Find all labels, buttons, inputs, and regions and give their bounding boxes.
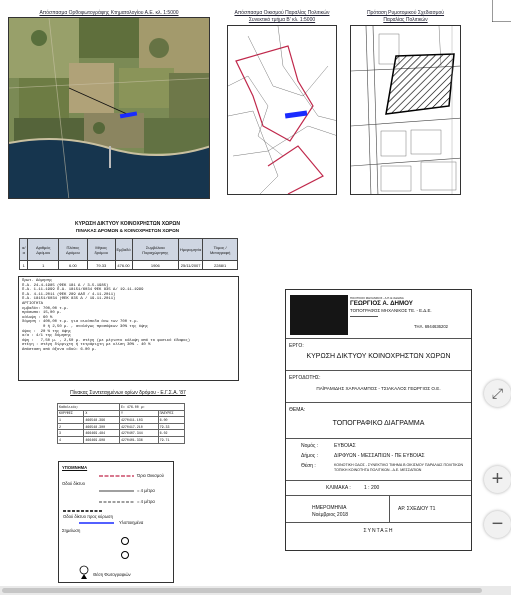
divider [286,522,471,523]
drawing-number: ΑΡ. ΣΧΕΔΙΟΥ Τ1 [398,506,436,512]
table-row [58,436,185,443]
circle-symbol-1 [121,537,129,545]
coords-col: Υ [119,410,158,417]
table-cell: 466548.396 [84,417,120,424]
table-cell: 1 [28,261,58,270]
terms-line: Π.Δ. 24-4-1985 (ΦΕΚ 181 Δ / 3-5-1985) [22,283,109,288]
legend-item: Υλοποιημένα [119,520,144,525]
table-row [58,430,185,437]
table-row [58,417,185,424]
scale-label: ΚΛΙΜΑΚΑ : [326,485,351,491]
table-cell: 4 [58,436,84,443]
cadastral-caption-2: Συνεκτικό τμήμα Β' κλ. 1:5000 [248,17,316,23]
divider [286,495,471,496]
terms-line: δόμηση : 400,00 τ.μ. για οικόπεδα άνω των 700 τ.μ. [22,320,139,325]
cadastral-map [227,25,337,195]
legend-item: Θέση Φωτογραφιών [93,572,131,577]
location-line-1: ΚΟΙΝΟΤΙΚΗ ΟΔΟΣ - ΣΥΝΕΚΤΙΚΟ ΤΜΗΜΑ Β ΟΙΚΙΣΜΟΥ ΠΑΡΑΛΙΑΣ ΠΟΛΙΤΙΚΩΝ [334,463,464,467]
roads-table-title: ΚΥΡΩΣΗ ΔΙΚΤΥΟΥ ΚΟΙΝΟΧΡΗΣΤΩΝ ΧΩΡΩΝ [74,221,181,227]
roads-header-area: Εμβαδό [115,239,132,261]
coords-header-row [58,410,185,417]
divider [286,370,471,371]
date-value: Νοέμβριος 2018 [312,512,349,518]
table-cell: 1906 [132,261,178,270]
plus-icon: + [491,468,504,490]
table-cell: 4270417.210 [119,423,158,430]
terms-line: Π.Δ. 1-11-1999 Π.Δ. 18151/6034 ΦΕΚ 835 Δ/ 19-11-1999 [22,288,144,293]
scrollbar-thumb[interactable] [2,588,482,593]
legend-item: Όριο Οικισμού [137,473,164,478]
client-label: ΕΡΓΟΔΟΤΗΣ: [289,375,321,381]
divider [286,402,471,403]
roads-header-volume: Τόμος /Μεταγραφή [203,239,238,261]
scale-value: 1 : 200 [364,485,380,491]
camera-position-icon [79,565,89,579]
roads-header-contract: Συμβόλαιο Παραχώρησης [132,239,178,261]
subject-title: ΤΟΠΟΓΡΑΦΙΚΟ ΔΙΑΓΡΑΜΜΑ [332,420,425,427]
road-4m-symbol-1 [99,489,134,493]
cadastral-drawing [228,26,337,195]
coords-col: Χ [84,410,120,417]
terms-line: ύψος : 20 % της όψης [22,329,72,334]
fit-page-button[interactable] [484,380,511,407]
terms-line: Απόσταση από άξονα οδού: 6.00 μ. [22,347,97,352]
table-cell: 79.33 [87,261,115,270]
prefecture-label: Νομός : [301,443,319,449]
roads-table [19,238,238,270]
terms-line: ΑΡΤΙΟΤΗΤΑ [22,301,44,306]
table-cell: 3 [58,430,84,437]
satellite-orthophoto [8,17,210,199]
table-cell: 4270401.336 [119,436,158,443]
satellite-caption: Απόσπασμα Ορθοφωτογράφης Κτηματολογίου Α.Ε. κλ. 1:5000 [39,10,179,16]
divider [286,338,471,339]
terms-line: α/α : 4/1 της δόμησης [22,334,72,339]
title-block [285,289,472,551]
road-4m-symbol-2 [99,500,134,504]
terms-line: Π.Δ. 4-11-2011 (ΦΕΚ 289 ΑΑΠ / 4-11-2011) [22,292,116,297]
legend-item: Οδού δίκτυο [62,481,85,486]
terms-line: κάλυψη : 60 % [22,315,53,320]
coords-header-left: Καθολικός: [58,404,120,411]
settlement-limit-symbol [99,474,134,478]
legend-item: = 4 μέτρα [137,499,155,504]
satellite-image [9,18,210,199]
roads-table-subtitle: ΠΙΝΑΚΑΣ ΔΡΟΜΩΝ & ΚΟΙΝΟΧΡΗΣΤΩΝ ΧΩΡΩΝ [75,228,180,233]
project-title: ΚΥΡΩΣΗ ΔΙΚΤΥΟΥ ΚΟΙΝΟΧΡΗΣΤΩΝ ΧΩΡΩΝ [306,353,451,360]
table-cell: 476.00 [115,261,132,270]
legend-item: Οδού δίκτυο προς κύρωση [63,514,113,519]
phone: ΤΗΛ. 6944636202 [414,324,448,329]
plan-caption-1: Πρόταση Ρυμοτομικού Σχεδιασμού [366,10,445,16]
page-corner-mark [492,0,511,22]
planning-proposal-map [350,25,461,195]
plan-caption-2: Παραλίας Πολιτικών [383,17,428,23]
client-name: ΠΑΪΡΑΜΙΔΗΣ ΧΑΡΑΛΑΜΠΟΣ - ΤΣΙΑΚΑΛΟΣ ΓΕΩΡΓΙΟΣ Ο.Ε. [316,386,441,391]
table-row [58,423,185,430]
terms-line: 0 ή 2,50 μ. , αναλόγως προσόψεων 30% της όψης [22,324,149,329]
terms-line: στέγη : στέγη δίρριχτη ή τετράριχτη με κλίση 30% - 40 % [22,343,151,348]
table-cell: 4270407.344 [119,430,158,437]
table-cell: 79.33 [158,423,184,430]
terms-line: πρόσωπο: 15,00 μ. [22,311,62,316]
legend-title: ΥΠΟΜΝΗΜΑ [62,465,88,470]
engineer-name: ΓΕΩΡΓΙΟΣ Α. ΔΗΜΟΥ [350,300,413,307]
divider [286,438,471,439]
prefecture-value: ΕΥΒΟΙΑΣ [334,443,356,449]
table-cell: 6.00 [58,261,87,270]
fit-page-icon: ⤢ [491,385,504,401]
table-cell: 25/11/2007 [179,261,203,270]
coords-col: ΚΟΡΥΦΕΣ [58,410,84,417]
planning-drawing [351,26,461,195]
table-cell: 6.00 [158,417,184,424]
cadastral-caption-1: Απόσπασμα Οικισμού Παραλίας Πολιτικών [234,10,330,16]
divider [286,480,471,481]
table-cell: 2 [58,423,84,430]
terms-line: Πρωτ. Δόμησης [22,279,53,283]
table-cell: 79.71 [158,436,184,443]
coords-table-title: Πίνακας Συντεταγμένων ορίων δρόμου - Ε.Γ.Σ.Α. '87 [70,390,186,396]
roads-header-width: Πλάτος Δρόμου [58,239,87,261]
roads-header-length: Μήκος δρόμου [87,239,115,261]
municipality-value: ΔΙΡΦΥΩΝ - ΜΕΣΣΑΠΙΩΝ - ΠΕ ΕΥΒΟΙΑΣ [334,453,425,459]
table-cell: 2288/1 [203,261,238,270]
redacted-stamp [290,295,348,335]
coords-table [57,403,185,444]
divider [389,495,390,522]
location-label: Θέση : [301,463,316,469]
table-cell: 1 [58,417,84,424]
table-cell: 466469.484 [84,430,120,437]
coords-col: ΠΛΕΥΡΕΣ [158,410,184,417]
road-to-ratify-symbol [63,509,103,513]
date-label: ΗΜΕΡΟΜΗΝΙΑ [312,505,347,511]
divider [350,316,378,317]
terms-line: όψη : 7,50 μ. , 2,50 μ. στέγη (με μέγιστο κάλυψη από το φυσικό έδαφος) [22,338,191,343]
table-cell: 4270411.103 [119,417,158,424]
table-cell: 466548.300 [84,423,120,430]
engineer-role: ΤΟΠΟΓΡΑΦΟΣ ΜΗΧΑΝΙΚΟΣ ΤΕ. - Ε.Δ.Ε. [350,308,432,313]
roads-header-aa: α/α [20,239,28,261]
terms-line: εμβαδόν: 700,00 τ.μ. [22,306,69,311]
table-cell: 6.02 [158,430,184,437]
table-cell: 1 [20,261,28,270]
legend-item: = 4 μέτρα [137,488,155,493]
zoom-out-button[interactable] [484,511,511,538]
minus-icon: − [491,513,504,535]
circle-symbol-2 [121,551,129,559]
engineer-caption: ΠΟΛΙΤΙΚΟΣ ΜΗΧΑΝΙΚΟΣ - Α.Π.Θ./ΑΘΗΝΑ [350,296,404,300]
building-terms-box [18,276,239,381]
location-line-2: ΤΟΠΙΚΗ ΚΟΙΝΟΤΗΤΑ ΠΟΛΙΤΙΚΩΝ - Δ.Ε. ΜΕΣΣΑΠΙΩΝ [334,468,422,472]
terms-line: Π.Δ. 18151/6034 (ΦΕΚ 835 Δ / 19-11-2011) [22,297,116,302]
municipality-label: Δήμος : [301,453,318,459]
coords-header-right: Ε= 476.00 μ² [119,404,184,411]
roads-header-date: Ημερομηνία [179,239,203,261]
table-cell: 466469.908 [84,436,120,443]
title-block-footer: ΣΥΝΤΑΞΗ [363,528,394,534]
legend-box [58,461,174,583]
subject-label: ΘΕΜΑ: [289,407,306,413]
legend-item: Σημείωση [62,528,81,533]
coords-top-row [58,404,185,411]
zoom-in-button[interactable] [484,466,511,493]
project-label: ΕΡΓΟ: [289,343,304,349]
implemented-symbol [79,521,114,525]
roads-table-header-row [20,239,238,261]
table-row [20,261,238,270]
roads-header-road-number: Αριθμός Δρόμου [28,239,58,261]
